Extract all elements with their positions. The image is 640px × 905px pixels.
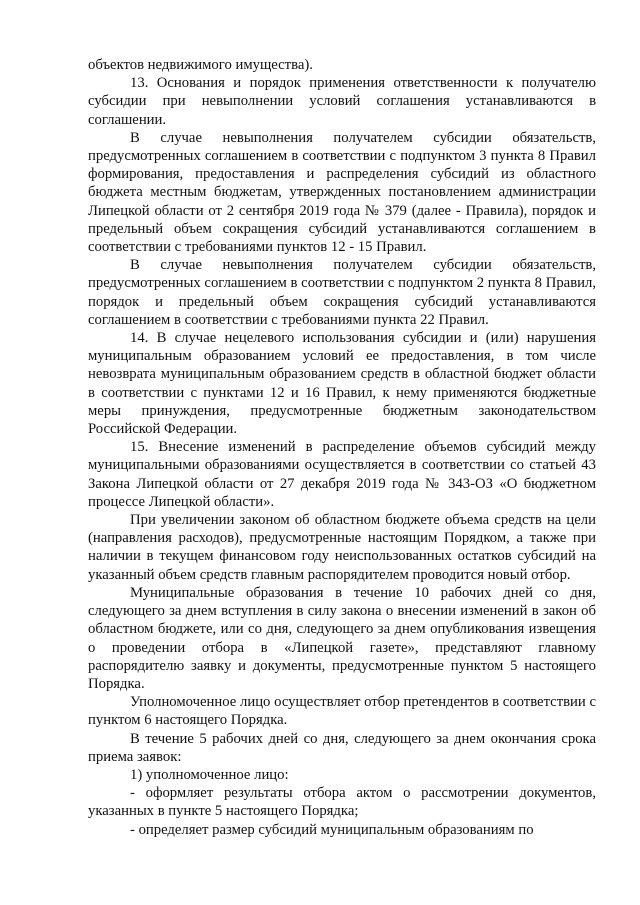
paragraph-15-increase: При увеличении законом об областном бюджете объема средств на цели (направления расходов), предусмотренные настоящим Порядком, а также при наличии в текущем финансовом году неиспользованных остатков субсидий на указанный объем средств главным распорядителем проводится новый отбор. (88, 512, 596, 583)
paragraph-14: 14. В случае нецелевого использования субсидии и (или) нарушения муниципальным образованием условий ее предоставления, в том числе невозврата муниципальным образованием средств в областной бюджет области в соответствии с пунктами 12 и 16 Правил, к нему применяются бюджетные меры принуждения, предусмотренные бюджетным законодательством Российской Федерации. (88, 330, 596, 438)
list-item-1: 1) уполномоченное лицо: (130, 766, 289, 783)
paragraph-13-case-2: В случае невыполнения получателем субсидии обязательств, предусмотренных соглашением в соответствии с подпунктом 2 пункта 8 Правил, порядок и предельный объем сокращения субсидий устанавливаются соглашением в соответствии с требованиями пункта 22 Правил. (88, 257, 596, 328)
paragraph-15-deadline: В течение 5 рабочих дней со дня, следующего за днем окончания срока приема заявок: (88, 730, 596, 765)
paragraph-13-case-1: В случае невыполнения получателем субсидии обязательств, предусмотренных соглашением в соответствии с подпунктом 3 пункта 8 Правил формирования, предоставления и распределения субсидий из областного бюджета местным бюджетам, утвержденных постановлением администрации Липецкой области от 2 сентября 2019 года № 379 (далее - Правила), порядок и предельный объем сокращения субсидий устанавливаются соглашением в соответствии с требованиями пунктов 12 - 15 Правил. (88, 129, 596, 256)
paragraph-13: 13. Основания и порядок применения ответственности к получателю субсидии при невыполнении условий соглашения устанавливаются в соглашении. (88, 75, 596, 128)
paragraph-15: 15. Внесение изменений в распределение объемов субсидий между муниципальными образованиями осуществляется в соответствии со статьей 43 Закона Липецкой области от 27 декабря 2019 года № 343-ОЗ «О бюджетном процессе Липецкой области». (88, 439, 596, 510)
paragraph-15-authorized: Уполномоченное лицо осуществляет отбор претендентов в соответствии с пунктом 6 настоящего Порядка. (88, 694, 596, 729)
document-page (88, 56, 596, 839)
paragraph-15-municipal: Муниципальные образования в течение 10 рабочих дней со дня, следующего за днем вступления в силу закона о внесении изменений в закон об областном бюджете, или со дня, следующего за днем опубликования извещения о проведении отбора в «Липецкой газете», представляют главному распорядителю заявку и документы, предусмотренные пунктом 5 настоящего Порядка. (88, 584, 596, 692)
list-subitem-1: - оформляет результаты отбора актом о рассмотрении документов, указанных в пункте 5 настоящего Порядка; (88, 785, 596, 820)
paragraph-continuation: объектов недвижимого имущества). (88, 57, 313, 73)
list-subitem-2: - определяет размер субсидий муниципальным образованиям по (130, 821, 534, 838)
